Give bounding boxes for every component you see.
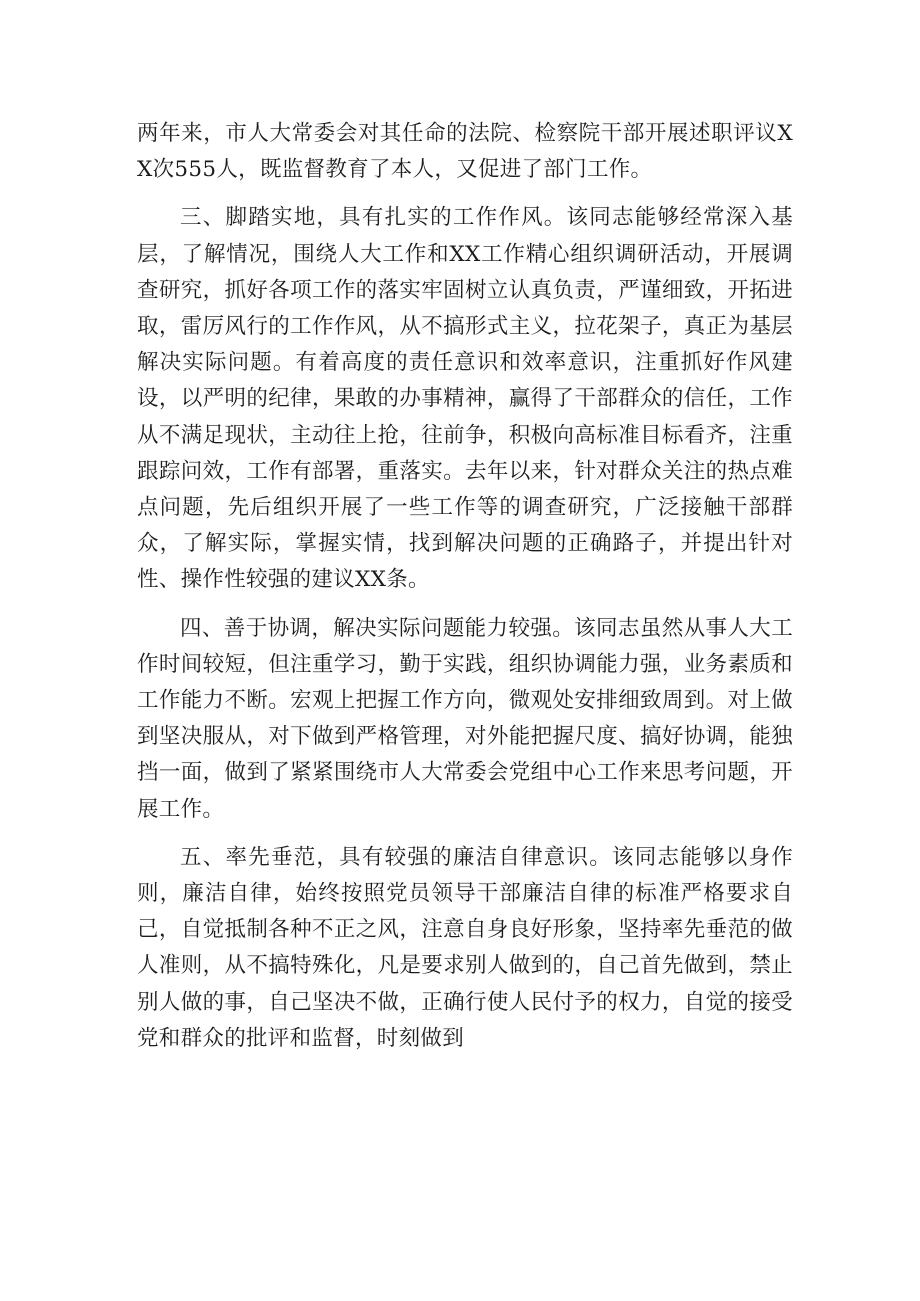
paragraph-section-five: 五、率先垂范，具有较强的廉洁自律意识。该同志能够以身作则，廉洁自律，始终按照党员领导干部廉洁自律的标准严格要求自己，自觉抵制各种不正之风，注意自身良好形象，坚持率先垂范的做人准则，从不搞特殊化，凡是要求别人做到的，自己首先做到，禁止别人做的事，自己坚决不做，正确行使人民付予的权力，自觉的接受党和群众的批评和监督，时刻做到 bbox=[137, 844, 793, 1051]
document-body bbox=[137, 116, 793, 1069]
paragraph-continued: 两年来，市人大常委会对其任命的法院、检察院干部开展述职评议XX次555人，既监督教育了本人，又促进了部门工作。 bbox=[137, 121, 793, 183]
paragraph-section-three: 三、脚踏实地，具有扎实的工作作风。该同志能够经常深入基层，了解情况，围绕人大工作和XX工作精心组织调研活动，开展调查研究，抓好各项工作的落实牢固树立认真负责，严谨细致，开拓进取，雷厉风行的工作作风，从不搞形式主义，拉花架子，真正为基层解决实际问题。有着高度的责任意识和效率意识，注重抓好作风建设，以严明的纪律，果敢的办事精神，赢得了干部群众的信任，工作从不满足现状，主动往上抢，往前争，积极向高标准目标看齐，注重跟踪问效，工作有部署，重落实。去年以来，针对群众关注的热点难点问题，先后组织开展了一些工作等的调查研究，广泛接触干部群众，了解实际，掌握实情，找到解决问题的正确路子，并提出针对性、操作性较强的建议XX条。 bbox=[137, 205, 793, 593]
paragraph-section-four: 四、善于协调，解决实际问题能力较强。该同志虽然从事人大工作时间较短，但注重学习，勤于实践，组织协调能力强，业务素质和工作能力不断。宏观上把握工作方向，微观处安排细致周到。对上做到坚决服从，对下做到严格管理，对外能把握尺度、搞好协调，能独挡一面，做到了紧紧围绕市人大常委会党组中心工作来思考问题，开展工作。 bbox=[137, 615, 793, 822]
